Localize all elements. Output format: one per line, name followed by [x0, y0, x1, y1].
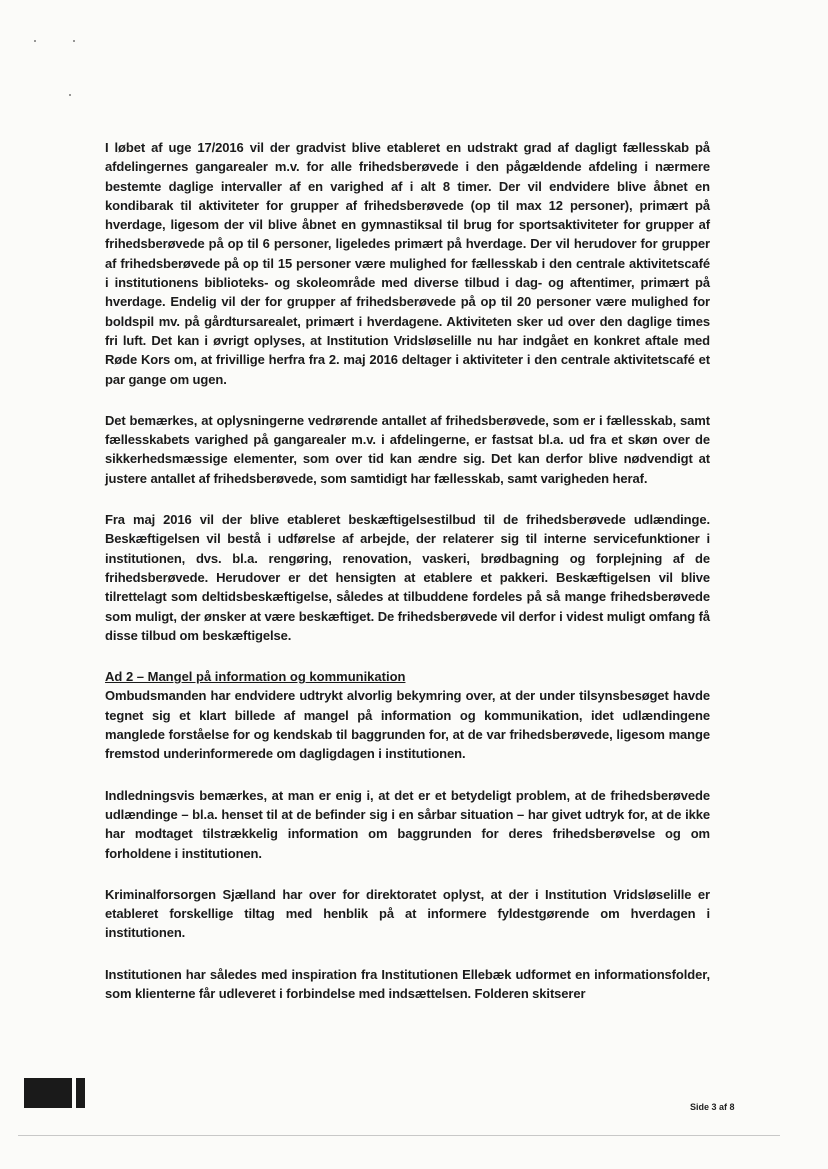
paragraph: Indledningsvis bemærkes, at man er enig i, at det er et betydeligt problem, at de frihedsberøvede udlændinge – bl.a. henset til at de befinder sig i en sårbar situation – har givet udtryk for, at de ikke har modtaget tilstrækkelig information om baggrunden for deres frihedsberøvelse og om forholdene i institutionen. [105, 787, 710, 861]
scan-edge-line [18, 1135, 780, 1136]
paragraph: Fra maj 2016 vil der blive etableret beskæftigelsestilbud til de frihedsberøvede udlændinge. Beskæftigelsen vil bestå i udførelse af arbejde, der relaterer sig til interne servicefunktioner i institutionen, dvs. bl.a. rengøring, renovation, vaskeri, brødbagning og forplejning af de frihedsberøvede. Herudover er det hensigten at etablere et pakkeri. Beskæftigelsen vil blive tilrettelagt som deltidsbeskæftigelse, således at tilbuddene fordeles på så mange frihedsberøvede som muligt, der ønsker at være beskæftiget. De frihedsberøvede vil derfor i videst muligt omfang få disse tilbud om beskæftigelse. [105, 512, 710, 643]
redaction-block [76, 1078, 85, 1108]
paragraph: Det bemærkes, at oplysningerne vedrørende antallet af frihedsberøvede, som er i fællesskab, samt fællesskabets varighed på gangarealer m.v. i afdelingerne, er fastsat bl.a. ud fra et skøn over de sikkerhedsmæssige elementer, som over tid kan ændre sig. Det kan derfor blive nødvendigt at justere antallet af frihedsberøvede, som samtidigt har fællesskab, samt varigheden heraf. [105, 412, 710, 486]
paragraph: Institutionen har således med inspiration fra Institutionen Ellebæk udformet en informationsfolder, som klienterne får udleveret i forbindelse med indsættelsen. Folderen skitserer [105, 966, 710, 1001]
page-number: Side 3 af 8 [690, 1102, 735, 1112]
paragraph: Kriminalforsorgen Sjælland har over for direktoratet oplyst, at der i Institution Vridsløselille er etableret forskellige tiltag med henblik på at informere fyldestgørende om hverdagen i institutionen. [105, 886, 710, 941]
paragraph: I løbet af uge 17/2016 vil der gradvist blive etableret en udstrakt grad af dagligt fællesskab på afdelingernes gangarealer m.v. for alle frihedsberøvede i den pågældende afdeling i nærmere bestemte daglige intervaller af en varighed af i alt 8 timer. Der vil endvidere blive åbnet en kondibarak til aktiviteter for grupper af frihedsberøvede (op til max 12 personer), primært på hverdage, ligesom der vil blive åbnet en gymnastiksal til brug for sportsaktiviteter for grupper af frihedsberøvede på op til 6 personer, ligeledes primært på hverdage. Der vil herudover for grupper af frihedsberøvede på op til 15 personer være mulighed for fællesskab i den centrale aktivitetscafé i institutionens biblioteks- og skoleområde med diverse tilbud i dag- og aftentimer, primært på hverdage. Endelig vil der for grupper af frihedsberøvede på op til 20 personer være mulighed for boldspil mv. på gårdtursarealet, primært i hverdagene. Aktiviteten sker ud over den daglige times fri luft. Det kan i øvrigt oplyses, at Institution Vridsløselille nu har indgået en konkret aftale med Røde Kors om, at frivillige herfra fra 2. maj 2016 deltager i aktiviteter i den centrale aktivitetscafé et par gange om ugen. [105, 140, 710, 387]
paragraph: Ombudsmanden har endvidere udtrykt alvorlig bekymring over, at der under tilsynsbesøget havde tegnet sig et klart billede af mangel på information og kommunikation, idet udlændingene manglede forståelse for og kendskab til baggrunden for, at de var frihedsberøvede, ligesom mange fremstod underinformerede om dagligdagen i institutionen. [105, 688, 710, 762]
scan-speck [73, 40, 75, 42]
redaction-block [24, 1078, 72, 1108]
scan-speck [34, 40, 36, 42]
scan-speck [69, 94, 71, 96]
document-body [105, 138, 710, 1025]
section-heading: Ad 2 – Mangel på information og kommunikation [105, 669, 406, 685]
